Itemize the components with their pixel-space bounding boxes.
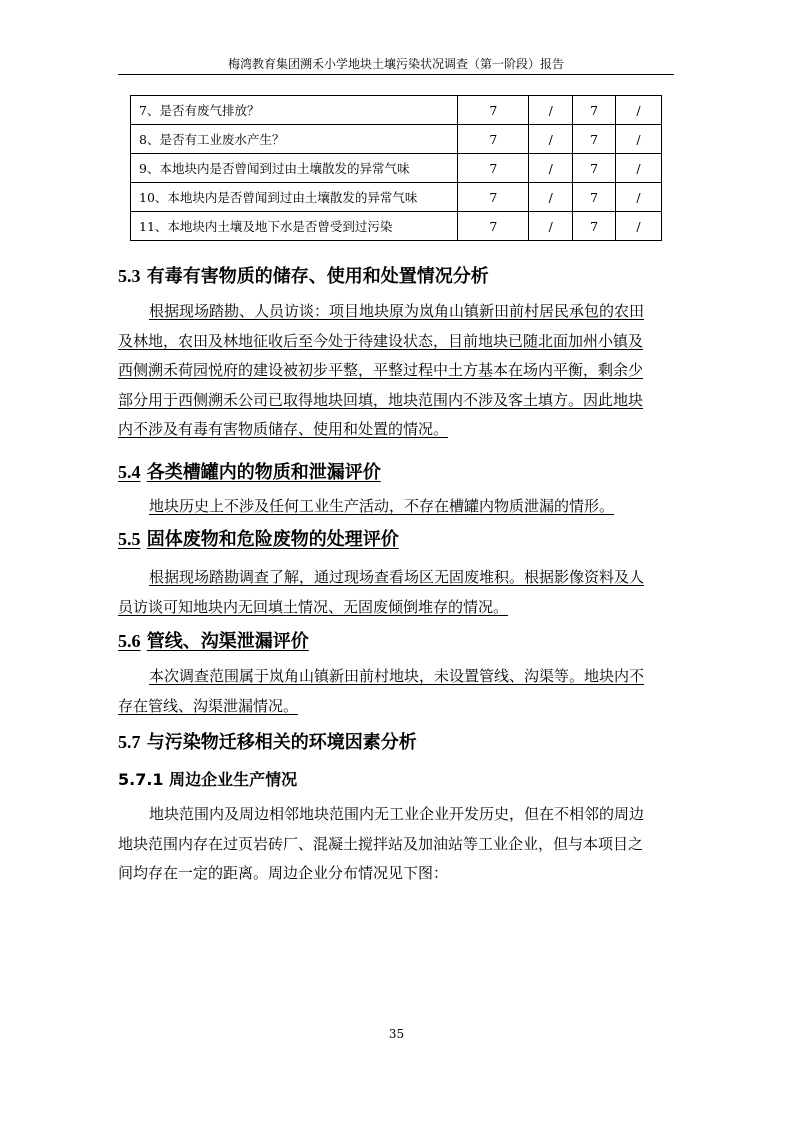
section-number: 5.3 xyxy=(118,266,141,286)
paragraph-line: 地块历史上不涉及任何工业生产活动，不存在槽罐内物质泄漏的情形。 xyxy=(149,497,615,515)
table-cell-value: 7 xyxy=(573,125,616,154)
paragraph-line: 本次调查范围属于岚角山镇新田前村地块，未设置管线、沟渠等。地块内不 xyxy=(149,667,645,685)
table-cell-value: / xyxy=(529,125,573,154)
section-number: 5.4 xyxy=(118,462,141,482)
paragraph-line: 地块范围内及周边相邻地块范围内无工业企业开发历史，但在不相邻的周边 xyxy=(149,805,645,823)
section-heading-5-4 xyxy=(118,459,381,486)
table-cell-value: / xyxy=(529,154,573,183)
section-title: 周边企业生产情况 xyxy=(169,770,298,789)
table-cell-value: 7 xyxy=(573,154,616,183)
section-title: 固体废物和危险废物的处理评价 xyxy=(146,529,399,550)
running-header xyxy=(118,56,674,75)
paragraph-5-7-1 xyxy=(118,800,674,889)
paragraph-line: 存在管线、沟渠泄漏情况。 xyxy=(118,696,299,715)
paragraph-line: 部分用于西侧溯禾公司已取得地块回填，地块范围内不涉及客土填方。因此地块 xyxy=(118,390,644,409)
section-heading-5-3 xyxy=(118,263,489,290)
table-cell-value: 7 xyxy=(458,183,529,212)
table-cell-value: 7 xyxy=(573,183,616,212)
table-row xyxy=(131,212,662,241)
section-number: 5.7.1 xyxy=(118,770,164,789)
paragraph-line: 根据现场踏勘、人员访谈：项目地块原为岚角山镇新田前村居民承包的农田 xyxy=(149,302,645,320)
table-cell-value: / xyxy=(616,96,662,125)
table-row xyxy=(131,154,662,183)
table-cell-question: 10、本地块内是否曾闻到过由土壤散发的异常气味 xyxy=(131,183,458,212)
section-heading-5-5 xyxy=(118,526,399,553)
table-cell-value: 7 xyxy=(458,96,529,125)
table-row xyxy=(131,125,662,154)
paragraph-5-6 xyxy=(118,662,674,721)
paragraph-line: 地块范围内存在过页岩砖厂、混凝土搅拌站及加油站等工业企业，但与本项目之 xyxy=(118,834,644,853)
table-cell-value: 7 xyxy=(573,212,616,241)
running-header-title: 梅湾教育集团溯禾小学地块土壤污染状况调查（第一阶段）报告 xyxy=(227,57,564,71)
table-cell-value: / xyxy=(616,183,662,212)
paragraph-line: 间均存在一定的距离。周边企业分布情况见下图： xyxy=(118,864,449,882)
page-number: 35 xyxy=(388,1027,405,1041)
paragraph-line: 西侧溯禾荷园悦府的建设被初步平整，平整过程中土方基本在场内平衡，剩余少 xyxy=(118,361,644,379)
section-number: 5.5 xyxy=(118,529,141,549)
table-cell-question: 11、本地块内土壤及地下水是否曾受到过污染 xyxy=(131,212,458,241)
table-cell-value: 7 xyxy=(458,212,529,241)
table-cell-value: / xyxy=(529,96,573,125)
table-cell-value: / xyxy=(616,154,662,183)
survey-table xyxy=(130,95,662,241)
table-cell-value: / xyxy=(616,125,662,154)
table-cell-value: 7 xyxy=(458,154,529,183)
table-cell-question: 7、是否有废气排放？ xyxy=(131,96,458,125)
table-cell-value: 7 xyxy=(458,125,529,154)
section-title: 有毒有害物质的储存、使用和处置情况分析 xyxy=(146,266,489,287)
paragraph-line: 根据现场踏勘调查了解，通过现场查看场区无固废堆积。根据影像资料及人 xyxy=(149,568,645,586)
section-title: 管线、沟渠泄漏评价 xyxy=(146,631,309,652)
table-row xyxy=(131,96,662,125)
section-heading-5-6 xyxy=(118,628,309,655)
section-number: 5.6 xyxy=(118,631,141,651)
section-title: 与污染物迁移相关的环境因素分析 xyxy=(146,732,417,753)
paragraph-line: 内不涉及有毒有害物质储存、使用和处置的情况。 xyxy=(118,420,449,438)
table-cell-value: / xyxy=(529,183,573,212)
table-row xyxy=(131,183,662,212)
table-cell-question: 8、是否有工业废水产生？ xyxy=(131,125,458,154)
section-title: 各类槽罐内的物质和泄漏评价 xyxy=(146,462,381,483)
table-cell-value: / xyxy=(616,212,662,241)
section-heading-5-7 xyxy=(118,729,417,756)
table-cell-value: 7 xyxy=(573,96,616,125)
paragraph-5-4 xyxy=(118,492,674,522)
table-cell-value: / xyxy=(529,212,573,241)
paragraph-5-5 xyxy=(118,563,674,622)
paragraph-line: 及林地，农田及林地征收后至今处于待建设状态，目前地块已随北面加州小镇及 xyxy=(118,331,644,350)
table-cell-question: 9、本地块内是否曾闻到过由土壤散发的异常气味 xyxy=(131,154,458,183)
paragraph-5-3 xyxy=(118,297,674,445)
subsection-heading-5-7-1 xyxy=(118,768,297,792)
section-number: 5.7 xyxy=(118,732,141,752)
paragraph-line: 员访谈可知地块内无回填土情况、无固废倾倒堆存的情况。 xyxy=(118,597,509,616)
